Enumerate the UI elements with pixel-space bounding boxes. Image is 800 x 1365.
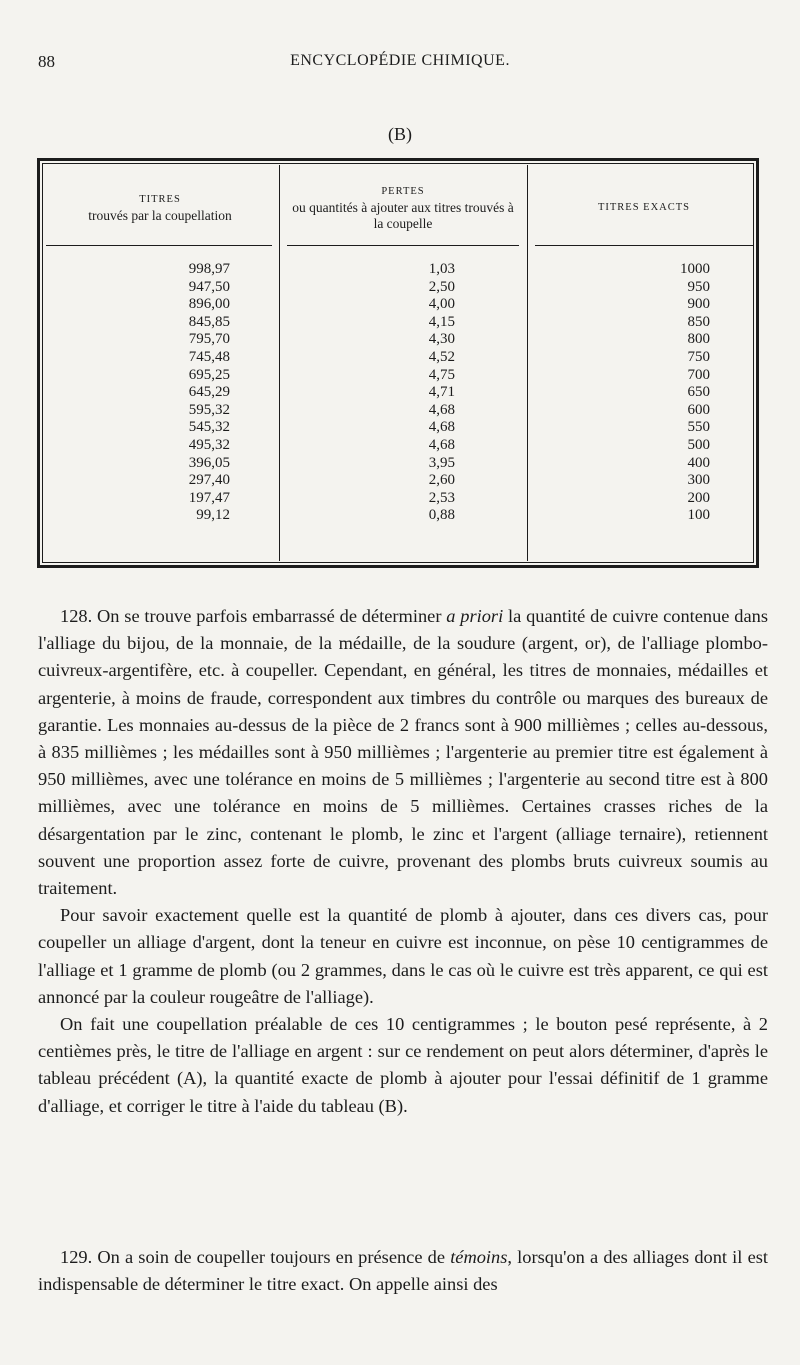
header-rule [46, 245, 272, 246]
header-rule [287, 245, 519, 246]
table-cell-titre: 396,05 [188, 454, 230, 471]
column-divider [527, 165, 528, 561]
table-cell-exact: 500 [687, 436, 710, 453]
header-titres [46, 173, 274, 243]
table-cell-perte: 2,53 [428, 489, 455, 506]
table-cell-titre: 896,00 [188, 296, 230, 313]
table-cell-titre: 845,85 [188, 313, 230, 330]
running-title: ENCYCLOPÉDIE CHIMIQUE. [290, 52, 510, 69]
table-cell-perte: 1,03 [428, 261, 455, 277]
table-cell-perte: 4,75 [428, 366, 455, 383]
table-cell-titre: 695,25 [188, 366, 230, 383]
table-cell-exact: 600 [687, 401, 710, 418]
table-cell-perte: 4,30 [428, 331, 455, 348]
column-pertes [345, 261, 455, 525]
page-number: 88 [38, 52, 55, 71]
page-header [38, 52, 762, 76]
table-cell-perte: 0,88 [428, 507, 455, 524]
table-cell-exact: 750 [687, 348, 710, 365]
italic-term: a priori [446, 606, 504, 626]
header-pertes-top: PERTES [381, 186, 425, 197]
paragraph-fait: On fait une coupellation préalable de ces 10 centigrammes ; le bouton pesé représente, à 2 centièmes près, le titre de l'alliage en argent : sur ce rendement on peut alors déterminer, d'après le tableau précédent (A), la quantité exacte de plomb à ajouter pour l'essai définitif de 1 gramme d'alliage, et corriger le titre à l'aide du tableau (B). [38, 1014, 768, 1116]
table-cell-exact: 650 [687, 384, 710, 401]
table-cell-exact: 800 [687, 331, 710, 348]
table-cell-titre: 595,32 [188, 401, 230, 418]
header-pertes-bottom: ou quantités à ajouter aux titres trouvés à la coupelle [292, 200, 514, 231]
table-cell-titre: 645,29 [188, 384, 230, 401]
data-table [37, 158, 759, 568]
table-cell-titre: 745,48 [188, 348, 230, 365]
header-rule [535, 245, 753, 246]
column-divider [279, 165, 280, 561]
paragraph-128 [38, 603, 768, 902]
table-cell-titre: 545,32 [188, 419, 230, 436]
table-cell-perte: 4,68 [428, 436, 455, 453]
header-titres-bottom: trouvés par la coupellation [88, 208, 232, 223]
table-cell-perte: 4,00 [428, 296, 455, 313]
section-129 [38, 1244, 768, 1298]
table-cell-perte: 3,95 [428, 454, 455, 471]
paragraph-savoir: Pour savoir exactement quelle est la quantité de plomb à ajouter, dans ces divers cas, pour coupeller un alliage d'argent, dont la teneur en cuivre est inconnue, on pèse 10 centigrammes de l'alliage et 1 gramme de plomb (ou 2 grammes, dans le cas où le cuivre est très apparent, ce qui est annoncé par la couleur rougeâtre de l'alliage). [38, 905, 768, 1007]
column-titres [120, 261, 230, 525]
table-cell-titre: 297,40 [188, 472, 230, 489]
table-cell-titre: 495,32 [188, 436, 230, 453]
table-cell-perte: 4,68 [428, 401, 455, 418]
table-cell-exact: 900 [687, 296, 710, 313]
table-label: (B) [388, 124, 412, 144]
paragraph-text: 129. On a soin de coupeller toujours en présence de [60, 1247, 451, 1267]
table-cell-exact: 200 [687, 489, 710, 506]
table-cell-perte: 2,60 [428, 472, 455, 489]
header-titres-top: TITRES [139, 194, 181, 205]
table-cell-titre: 998,97 [188, 261, 230, 277]
table-cell-exact: 400 [687, 454, 710, 471]
header-titres-exacts-label: TITRES EXACTS [597, 202, 691, 213]
header-titres-exacts [534, 173, 754, 243]
paragraph-129 [38, 1244, 768, 1298]
table-cell-exact: 700 [687, 366, 710, 383]
table-cell-titre: 197,47 [188, 489, 230, 506]
paragraph-text: , lorsqu'on a des alliages dont il est indispensable de déterminer le titre exact. On appelle ainsi des [38, 1247, 768, 1295]
table-cell-exact: 300 [687, 472, 710, 489]
paragraph-text: la quantité de cuivre contenue dans l'alliage du bijou, de la monnaie, de la médaille, de la soudure (argent, or), de l'alliage plombo-cuivreux-argentifère, etc. à coupeller. Cependant, en général, les titres de monnaies, médailles et argenterie, à moins de fraude, correspondent aux timbres du contrôle ou marques des bureaux de garantie. Les monnaies au-dessus de la pièce de 2 francs sont à 900 millièmes ; celles au-dessous, à 835 millièmes ; les médailles sont à 950 millièmes ; l'argenterie au premier titre est également à 950 millièmes, avec une tolérance en moins de 5 millièmes ; l'argenterie au second titre est à 800 millièmes, avec une tolérance en moins de 5 millièmes. Certaines crasses riches de la désargentation par le zinc, contenant le plomb, le zinc et l'argent (alliage ternaire), retiennent souvent une proportion assez forte de cuivre, provenant des plombs bruts cuivreux soumis au traitement. [38, 606, 768, 899]
table-cell-perte: 4,71 [428, 384, 455, 401]
table-cell-exact: 100 [687, 507, 710, 524]
section-128 [38, 603, 768, 1120]
table-cell-perte: 4,52 [428, 348, 455, 365]
column-titres-exacts [600, 261, 710, 525]
table-cell-titre: 99,12 [196, 507, 230, 524]
paragraph-text: 128. On se trouve parfois embarrassé de déterminer [60, 606, 447, 626]
header-pertes [286, 173, 520, 243]
table-cell-exact: 950 [687, 278, 710, 295]
table-cell-exact: 850 [687, 313, 710, 330]
table-cell-titre: 947,50 [188, 278, 230, 295]
table-cell-perte: 2,50 [428, 278, 455, 295]
table-cell-perte: 4,68 [428, 419, 455, 436]
table-cell-exact: 1000 [680, 261, 710, 277]
table-cell-perte: 4,15 [428, 313, 455, 330]
table-cell-exact: 550 [687, 419, 710, 436]
italic-term: témoins [450, 1247, 508, 1267]
table-cell-titre: 795,70 [188, 331, 230, 348]
